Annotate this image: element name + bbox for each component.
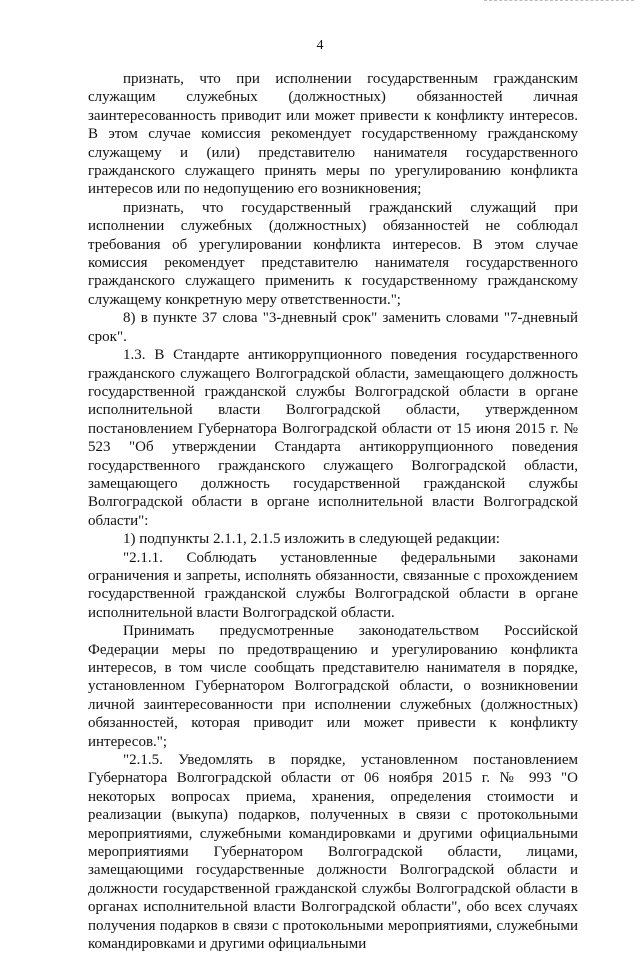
paragraph: "2.1.5. Уведомлять в порядке, установленном постановлением Губернатора Волгоградской области от 06 ноября 2015 г. № 993 "О некоторых вопросах приема, хранения, определения стоимости и реализации (выкупа) подарков, полученных в связи с протокольными мероприятиями, служебными командировками и другими официальными мероприятиями Губернатором Волгоградской области, лицами, замещающими государственные должности Волгоградской области и должности государственной гражданской службы Волгоградской области в органах исполнительной власти Волгоградской области", обо всех случаях получения подарков в связи с протокольными мероприятиями, служебными командировками и другими официальными: [88, 752, 578, 953]
scan-edge-mark: [484, 0, 634, 5]
paragraph: 8) в пункте 37 слова "3-дневный срок" заменить словами "7-дневный срок".: [88, 310, 578, 345]
paragraph: 1.3. В Стандарте антикоррупционного поведения государственного гражданского служащего Волгоградской области, замещающего должность государственной гражданской службы Волгоградской области в органе исполнительной власти Волгоградской области, утвержденном постановлением Губернатора Волгоградской области от 15 июня 2015 г. № 523 "Об утверждении Стандарта антикоррупционного поведения государственного гражданского служащего Волгоградской области, замещающего должность государственной гражданской службы Волгоградской области в органе исполнительной власти Волгоградской области":: [88, 347, 578, 529]
paragraph: Принимать предусмотренные законодательством Российской Федерации меры по предотвращению и урегулированию конфликта интересов, в том числе сообщать представителю нанимателя в порядке, установленном Губернатором Волгоградской области, о возникновении личной заинтересованности при исполнении служебных (должностных) обязанностей, которая приводит или может привести к конфликту интересов.";: [88, 623, 578, 750]
document-body: [88, 70, 578, 954]
paragraph: "2.1.1. Соблюдать установленные федеральными законами ограничения и запреты, исполнять обязанности, связанные с прохождением государственной гражданской службы Волгоградской области в органе исполнительной власти Волгоградской области.: [88, 549, 578, 621]
paragraph: признать, что государственный гражданский служащий при исполнении служебных (должностных) обязанностей не соблюдал требования об урегулировании конфликта интересов. В этом случае комиссия рекомендует представителю нанимателя государственного гражданского служащего применить к государственному гражданскому служащему конкретную меру ответственности.";: [88, 199, 578, 308]
page-number: 4: [316, 38, 324, 53]
paragraph: признать, что при исполнении государственным гражданским служащим служебных (должностных) обязанностей личная заинтересованность приводит или может привести к конфликту интересов. В этом случае комиссия рекомендует государственному гражданскому служащему и (или) представителю нанимателя государственного гражданского служащего принять меры по урегулированию конфликта интересов или по недопущению его возникновения;: [88, 71, 578, 198]
paragraph: 1) подпункты 2.1.1, 2.1.5 изложить в следующей редакции:: [123, 531, 500, 548]
